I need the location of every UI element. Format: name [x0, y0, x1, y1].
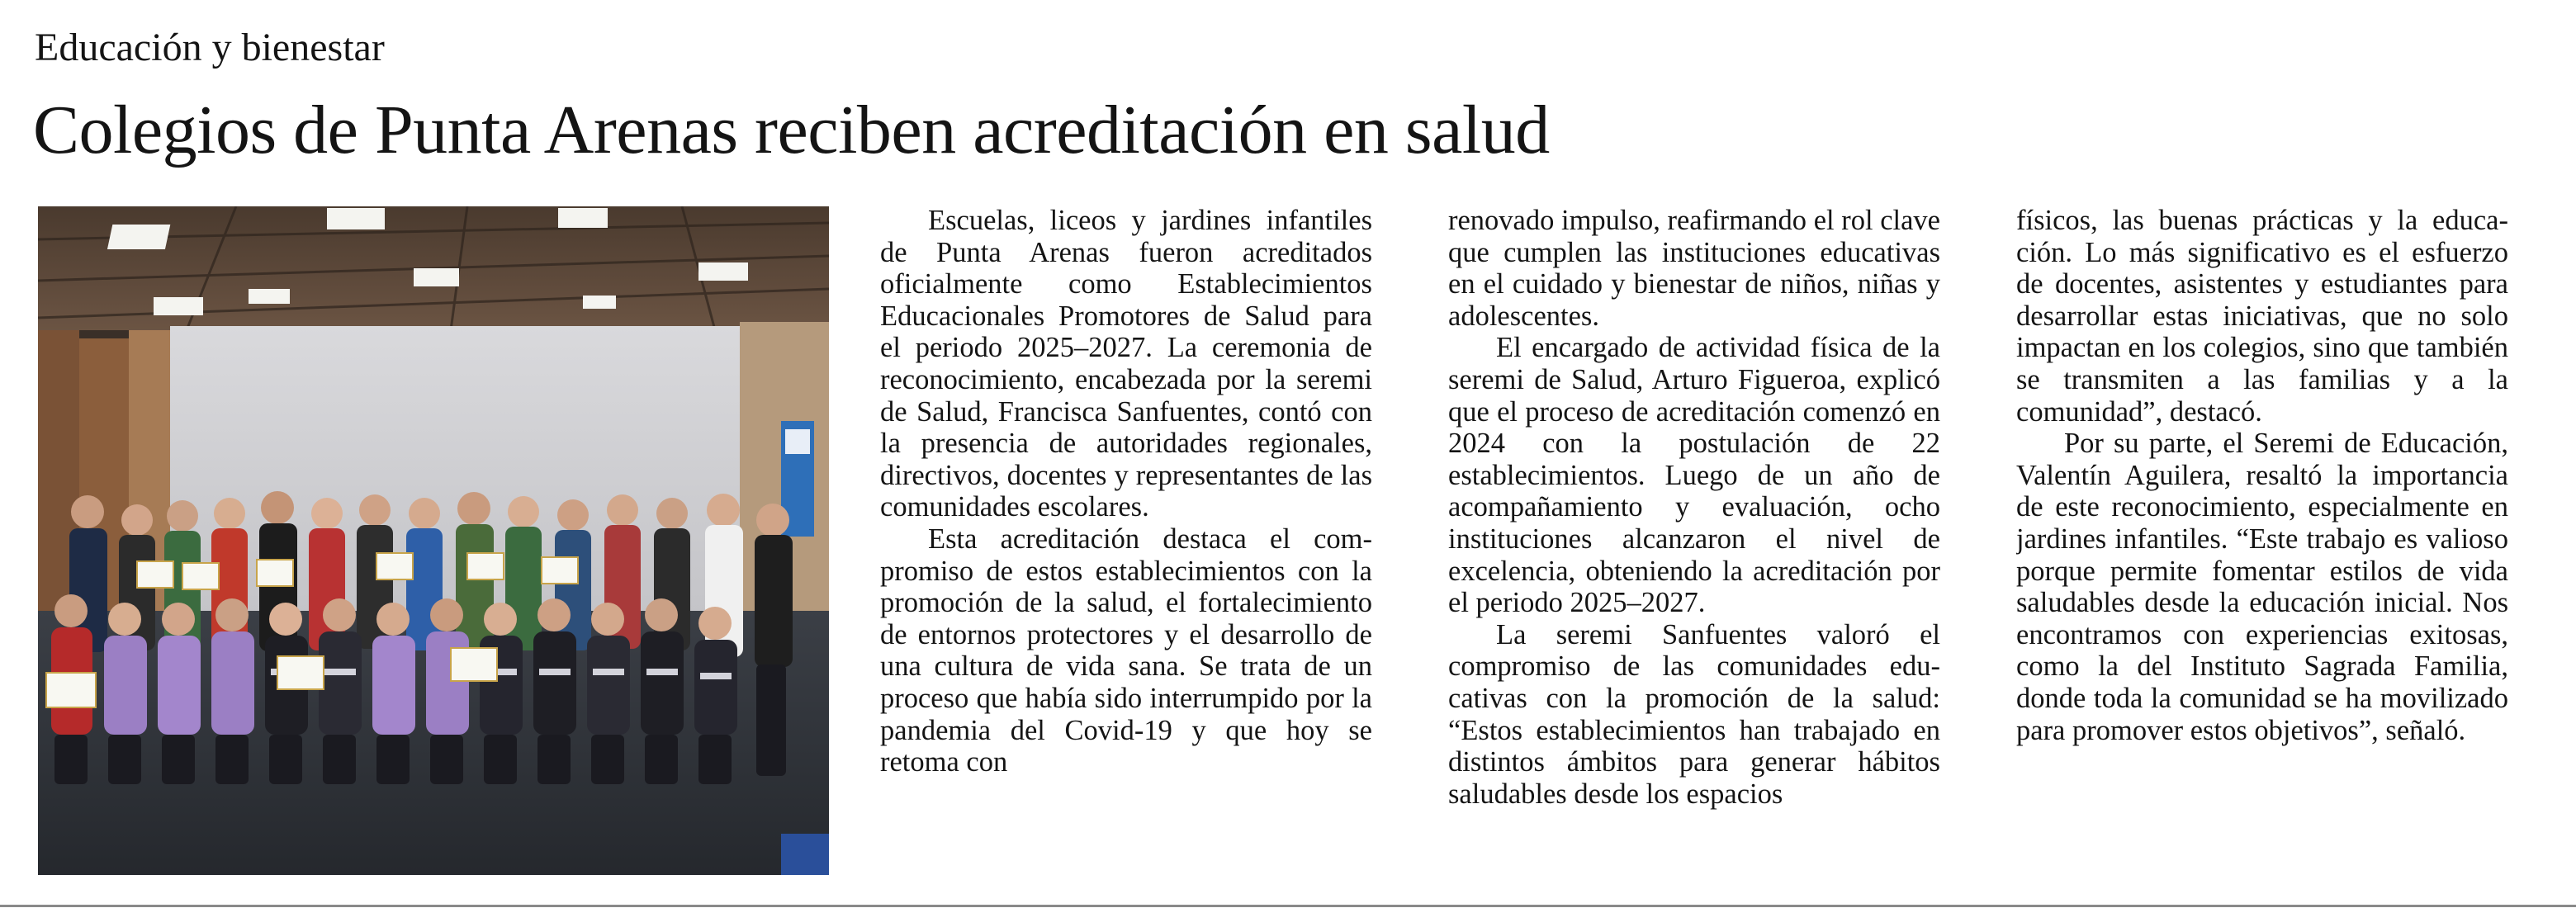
headline: Colegios de Punta Arenas reciben acreditación en salud	[33, 92, 1550, 168]
group-photo	[38, 206, 829, 875]
paragraph: Esta acreditación destaca el compromiso de estos establecimientos con la promoción de la salud, el fortalecimiento de entornos protectores y el desarrollo de una cultura de vida sana. Se trata de un proceso que había sido interrumpido por la pandemia del Covid-19 y que hoy se retoma con	[880, 523, 1372, 778]
paragraph: físicos, las buenas prácticas y la educación. Lo más significativo es el esfuerzo de docentes, asistentes y estudiantes para desarrollar estas iniciativas, que no solo impactan en los colegios, sino que también se transmiten a las familias y a la comunidad”, destacó.	[2016, 205, 2508, 428]
paragraph: renovado impulso, reafirmando el rol clave que cumplen las instituciones educativas en el cuidado y bienestar de niños, niñas y adolescentes.	[1448, 205, 1940, 332]
article-column-1	[880, 205, 1372, 882]
paragraph: El encargado de actividad física de la seremi de Salud, Arturo Figueroa, explicó que el proceso de acreditación comenzó en 2024 con la postulación de 22 establecimientos. Luego de un año de acompañamiento y evaluación, ocho instituciones alcanzaron el nivel de excelencia, obteniendo la acreditación por el periodo 2025–2027.	[1448, 332, 1940, 619]
article-column-2	[1448, 205, 1940, 882]
bottom-rule	[0, 905, 2576, 907]
section-label: Educación y bienestar	[35, 26, 385, 69]
article-column-3	[2016, 205, 2508, 882]
paragraph: La seremi Sanfuentes valoró el compromiso de las comunidades educativas con la promoción de la salud: “Estos establecimientos han trabajado en distintos ámbitos para generar hábitos saludables desde los espacios	[1448, 618, 1940, 810]
paragraph: Escuelas, liceos y jardines infantiles de Punta Arenas fueron acreditados oficialmente como Establecimientos Educacionales Promotores de Salud para el periodo 2025–2027. La ceremonia de reconocimiento, encabezada por la seremi de Salud, Francisca Sanfuentes, contó con la presencia de autoridades regionales, directivos, docentes y representantes de las comunidades escolares.	[880, 205, 1372, 523]
paragraph: Por su parte, el Seremi de Educación, Valentín Aguilera, resaltó la importancia de este reconocimiento, especialmente en jardines infantiles. “Este trabajo es valioso porque permite fomentar estilos de vida saludables desde la educación inicial. Nos encontramos con experiencias exitosas, como la del Instituto Sagrada Familia, donde toda la comunidad se ha movilizado para promover estos objetivos”, señaló.	[2016, 428, 2508, 746]
